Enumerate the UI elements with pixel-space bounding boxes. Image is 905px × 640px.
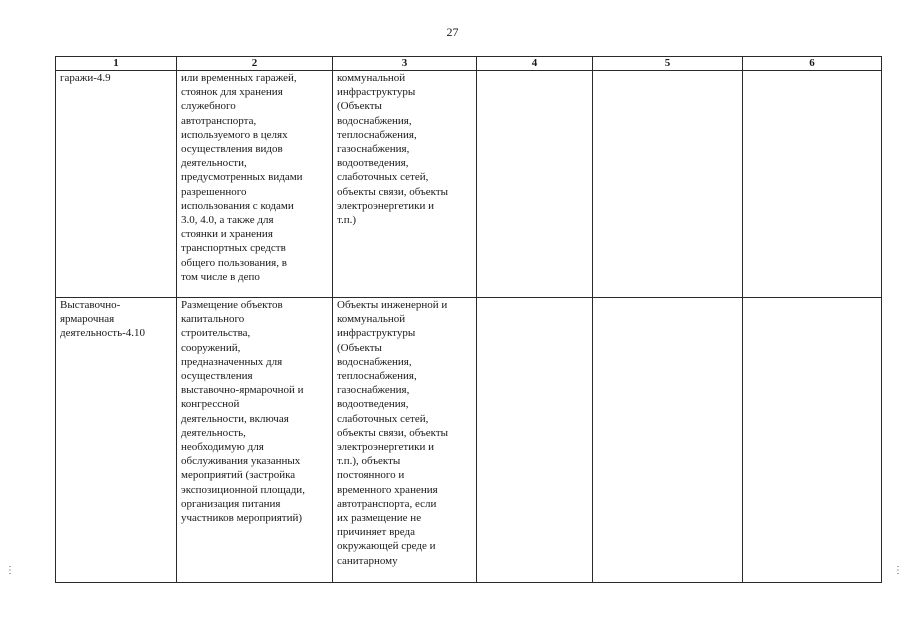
cell-text-line: автотранспорта, если (337, 497, 437, 510)
auxiliary-uses-cell (333, 298, 477, 583)
use-description-cell (177, 71, 333, 298)
cell-text-line: капитального (181, 313, 245, 326)
empty-cell-4 (477, 298, 593, 583)
cell-text-line: окружающей среде и (337, 540, 436, 553)
cell-text-line: водоотведения, (337, 157, 409, 170)
regulations-table (55, 56, 882, 583)
cell-text-line: строительства, (181, 327, 251, 340)
cell-text-line: стоянки и хранения (181, 228, 273, 241)
cell-text-line: выставочно-ярмарочной и (181, 384, 304, 397)
cell-text-line: организация питания (181, 497, 281, 510)
cell-text-line: коммунальной (337, 72, 406, 84)
cell-text-line: временного хранения (337, 483, 438, 496)
table-row (56, 298, 882, 583)
cell-text-line: электроэнергетики и (337, 199, 434, 212)
cell-text-line: осуществления (181, 370, 253, 383)
cell-text-line: осуществления видов (181, 143, 283, 156)
cell-text-line: теплоснабжения, (337, 370, 417, 383)
scan-edge-mark-right: ⋮ (893, 565, 903, 576)
cell-text-line: коммунальной (337, 313, 406, 326)
cell-text-line: санитарному (337, 554, 398, 567)
cell-text-line: (Объекты (337, 100, 382, 113)
empty-cell-5 (593, 71, 743, 298)
cell-text-line: конгрессной (181, 398, 240, 411)
column-header-3: 3 (333, 57, 477, 71)
cell-text-line: деятельность, (181, 426, 246, 439)
cell-text-line: постоянного и (337, 469, 405, 482)
cell-text-line: автотранспорта, (181, 114, 257, 127)
cell-text-line: объекты связи, объекты (337, 185, 449, 198)
cell-text-line: деятельность-4.10 (60, 327, 146, 340)
column-header-4: 4 (477, 57, 593, 71)
cell-text-line: объекты связи, объекты (337, 426, 449, 439)
cell-text-line: газоснабжения, (337, 143, 410, 156)
cell-text-line: водоотведения, (337, 398, 409, 411)
cell-text-line: мероприятий (застройка (181, 469, 296, 482)
cell-text-line: газоснабжения, (337, 384, 410, 397)
column-header-5: 5 (593, 57, 743, 71)
cell-text-line: служебного (181, 100, 236, 113)
cell-text-line: т.п.), объекты (337, 455, 401, 468)
cell-text-line: обслуживания указанных (181, 455, 301, 468)
permitted-use-cell (56, 71, 177, 298)
cell-text-line: том числе в депо (181, 270, 260, 283)
cell-text-line: стоянок для хранения (181, 86, 283, 99)
table-header-row (56, 57, 882, 71)
cell-text-line: водоснабжения, (337, 355, 412, 368)
page-number: 27 (446, 25, 459, 39)
empty-cell-6 (743, 71, 882, 298)
cell-text-line: инфраструктуры (337, 86, 416, 99)
cell-text-line: деятельности, включая (181, 412, 289, 425)
cell-text-line: использования с кодами (181, 199, 294, 212)
cell-text-line: общего пользования, в (181, 256, 287, 269)
cell-text-line: используемого в целях (181, 128, 288, 141)
cell-text-line: слаботочных сетей, (337, 171, 429, 184)
column-header-2: 2 (177, 57, 333, 71)
cell-text-line: Размещение объектов (181, 299, 283, 311)
cell-text-line: гаражи-4.9 (60, 72, 111, 84)
cell-text-line: участников мероприятий) (181, 512, 303, 525)
cell-text-line: водоснабжения, (337, 114, 412, 127)
auxiliary-uses-cell (333, 71, 477, 298)
scan-edge-mark-left: ⋮ (5, 565, 15, 576)
permitted-use-cell (56, 298, 177, 583)
column-header-6: 6 (743, 57, 882, 71)
column-header-1: 1 (56, 57, 177, 71)
cell-text-line: инфраструктуры (337, 327, 416, 340)
cell-text-line: экспозиционной площади, (181, 483, 305, 496)
cell-text-line: теплоснабжения, (337, 128, 417, 141)
empty-cell-5 (593, 298, 743, 583)
cell-text-line: (Объекты (337, 341, 382, 354)
cell-text-line: слаботочных сетей, (337, 412, 429, 425)
cell-text-line: необходимую для (181, 441, 264, 454)
cell-text-line: предусмотренных видами (181, 171, 303, 184)
cell-text-line: Выставочно- (60, 299, 121, 311)
cell-text-line: сооружений, (181, 341, 241, 354)
empty-cell-6 (743, 298, 882, 583)
cell-text-line: разрешенного (181, 185, 247, 198)
cell-text-line: ярмарочная (60, 313, 115, 326)
cell-text-line: предназначенных для (181, 355, 283, 368)
cell-text-line: 3.0, 4.0, а также для (181, 214, 274, 227)
cell-text-line: их размещение не (337, 512, 422, 525)
empty-cell-4 (477, 71, 593, 298)
cell-text-line: или временных гаражей, (181, 72, 297, 84)
cell-text-line: Объекты инженерной и (337, 299, 448, 311)
cell-text-line: транспортных средств (181, 242, 286, 255)
table-row (56, 71, 882, 298)
cell-text-line: т.п.) (337, 214, 357, 227)
use-description-cell (177, 298, 333, 583)
cell-text-line: причиняет вреда (337, 526, 415, 539)
cell-text-line: деятельности, (181, 157, 247, 170)
cell-text-line: электроэнергетики и (337, 441, 434, 454)
